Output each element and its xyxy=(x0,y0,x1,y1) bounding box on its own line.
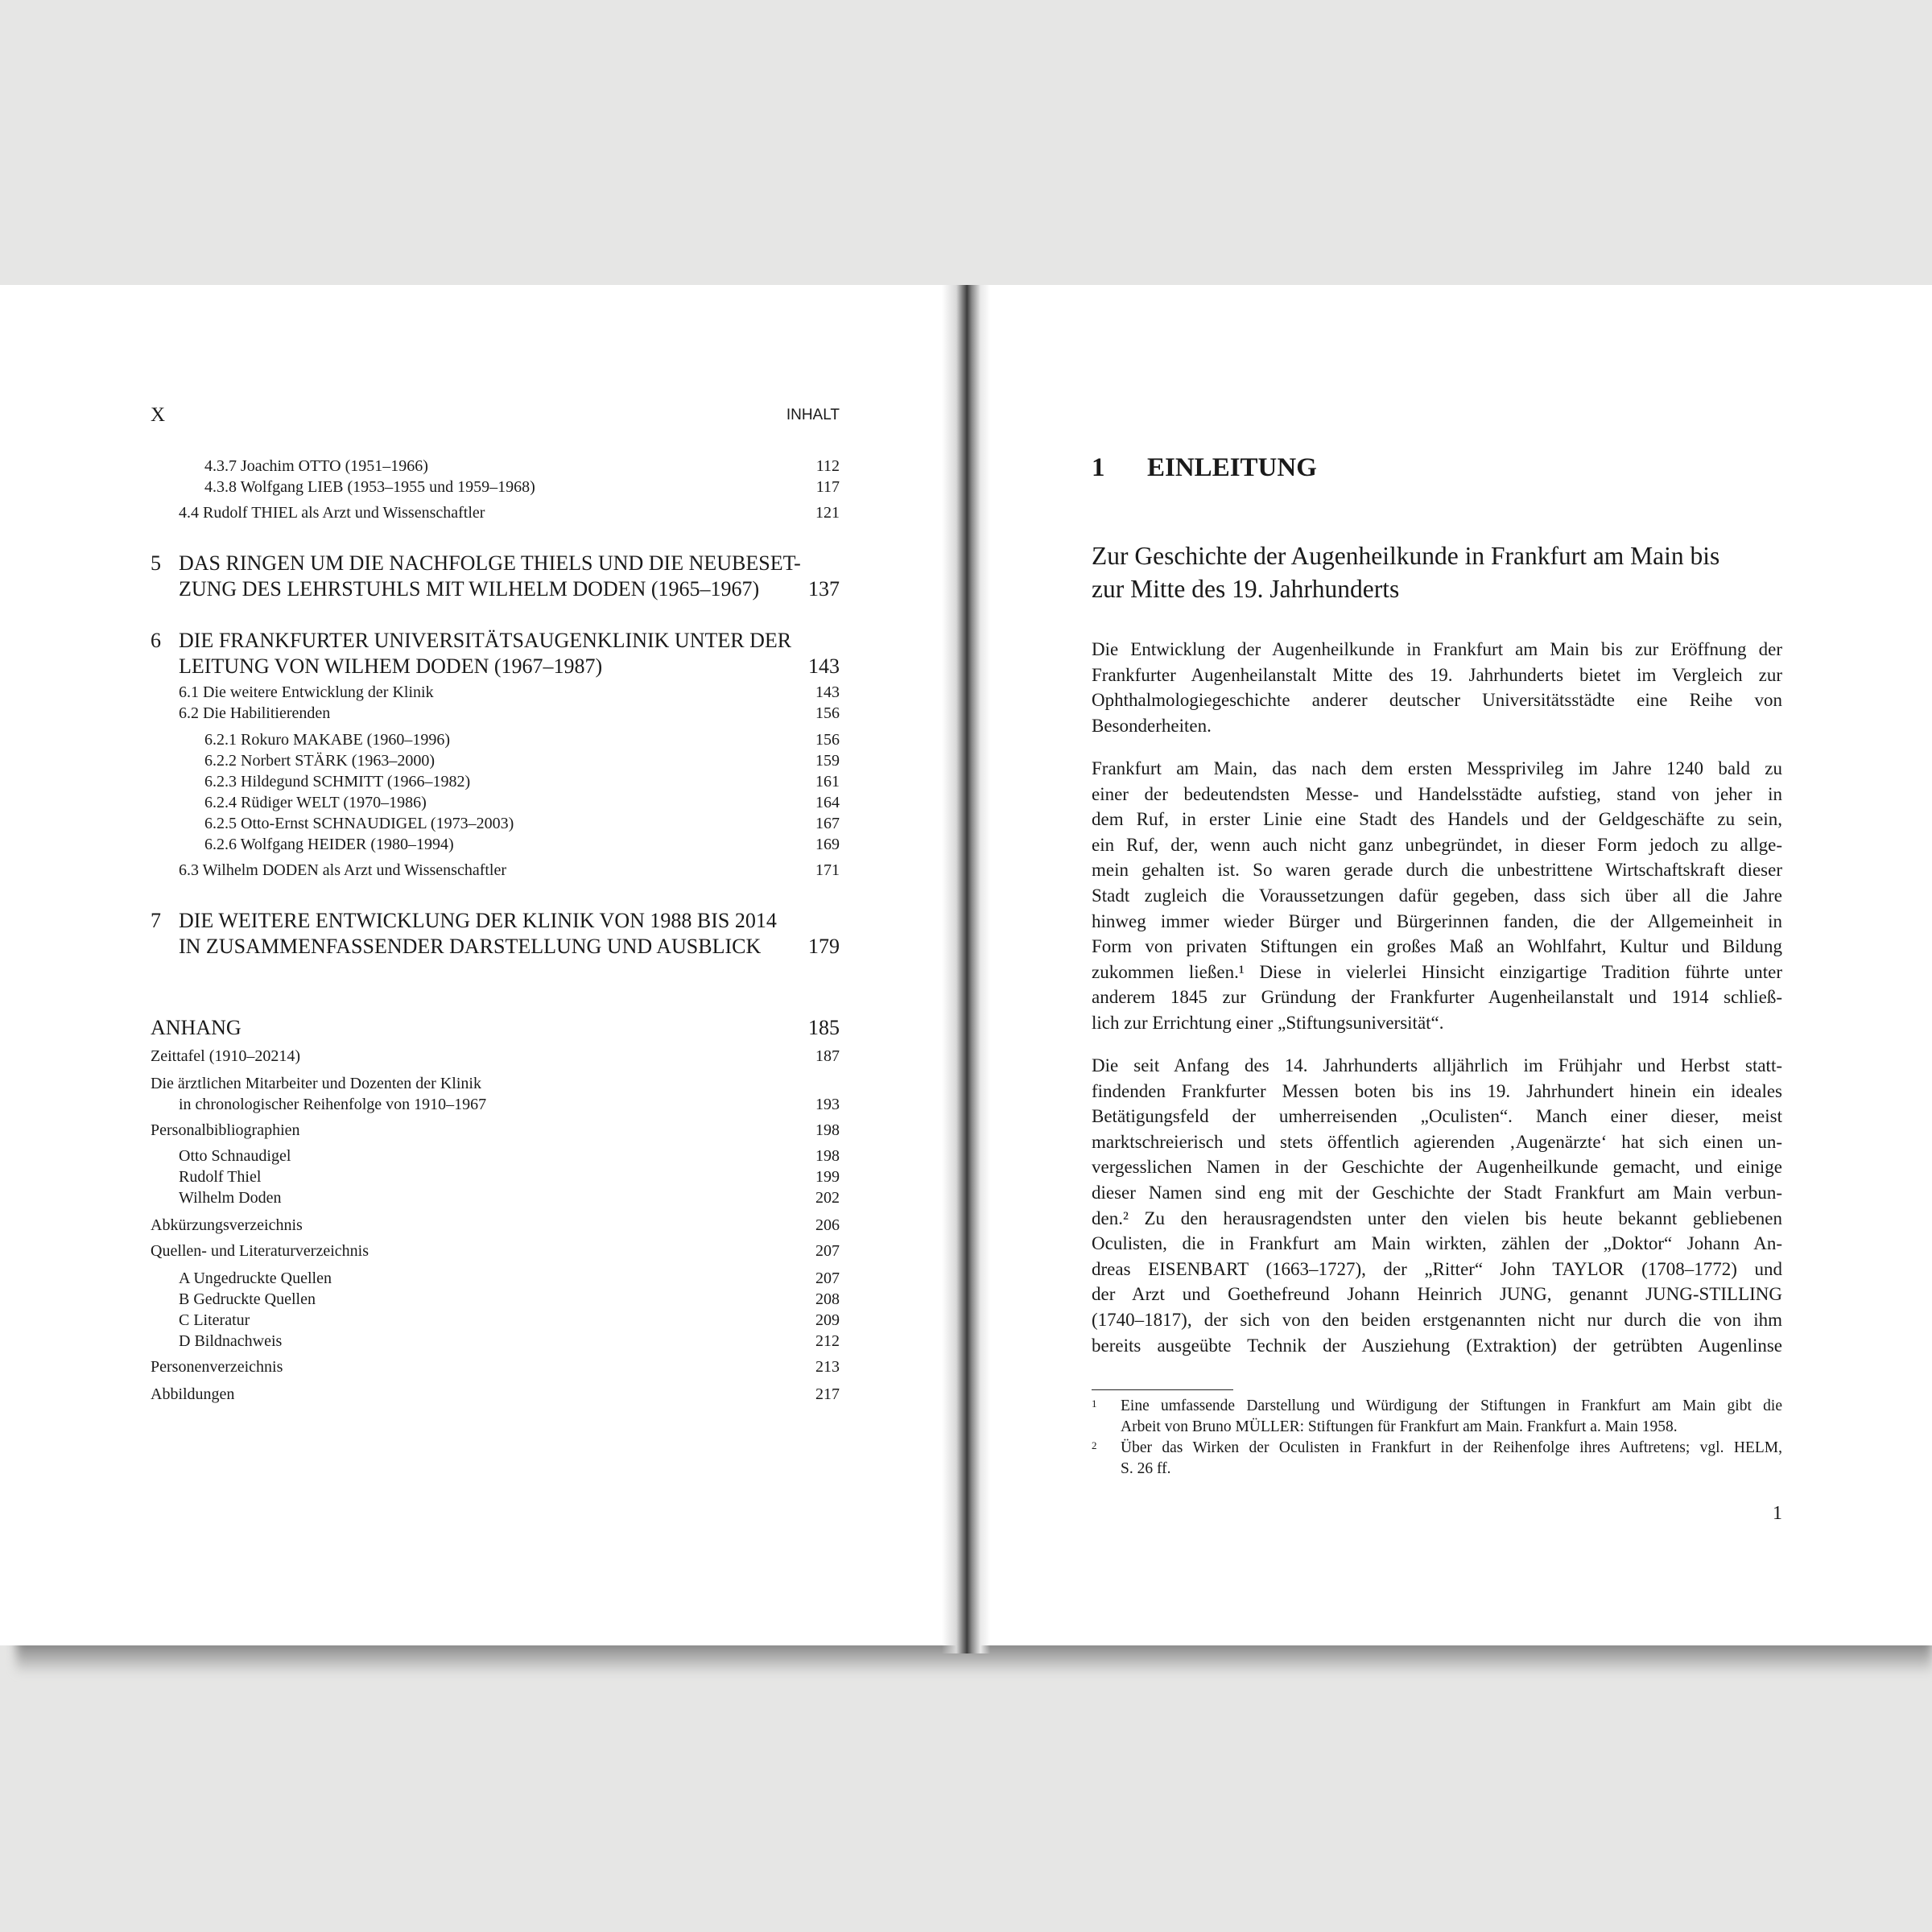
text-line: der Arzt und Goethefreund Johann Heinrich JUNG, genannt JUNG-STILLING xyxy=(1092,1284,1782,1305)
text-line: lich zur Errichtung einer „Stiftungsuniversität“. xyxy=(1092,1012,1444,1033)
toc-entry: Personalbibliographien 198 xyxy=(151,1121,840,1139)
text-line: Oculisten, die in Frankfurt am Main wirkten, zählen der „Doktor“ Johann An- xyxy=(1092,1233,1782,1254)
text-line: einer der bedeutendsten Messe- und Handelsstädte aufstieg, stand von jeher in xyxy=(1092,783,1782,804)
toc-entry: Die ärztlichen Mitarbeiter und Dozenten der Klinik xyxy=(151,1075,481,1092)
text-line: zukommen ließen.¹ Diese in vielerlei Hinsicht einzigartige Tradition führte unter xyxy=(1092,961,1782,982)
text-line: findenden Frankfurter Messen boten bis ins 19. Jahrhundert hinein ein ideales xyxy=(1092,1080,1782,1101)
footnote-line: Über das Wirken der Oculisten in Frankfurt in der Reihenfolge ihres Auftretens; vgl. HELM, xyxy=(1121,1439,1782,1456)
text-line: Frankfurter Augenheilanstalt Mitte des 19. Jahrhunderts bietet im Vergleich zur xyxy=(1092,664,1782,685)
footnote-line: S. 26 ff. xyxy=(1121,1460,1171,1477)
toc-entry: C Literatur 209 xyxy=(179,1311,840,1329)
toc-entry: D Bildnachweis 212 xyxy=(179,1332,840,1350)
toc-entry: B Gedruckte Quellen 208 xyxy=(179,1290,840,1308)
text-line: Form von privaten Stiftungen ein großes Maß an Wohlfahrt, Kultur und Bildung xyxy=(1092,936,1782,957)
toc-entry: 4.4 Rudolf THIEL als Arzt und Wissenschaftler 121 xyxy=(179,504,840,522)
section-subtitle: Zur Geschichte der Augenheilkunde in Frankfurt am Main bis zur Mitte des 19. Jahrhunderts xyxy=(1092,542,1720,603)
text-line: Frankfurt am Main, das nach dem ersten Messprivileg im Jahre 1240 bald zu xyxy=(1092,758,1782,778)
footnote-number: 2 xyxy=(1092,1439,1097,1451)
text-line: ein Ruf, der, wenn auch nicht ganz unbegründet, in dieser Form jedoch zu allge- xyxy=(1092,834,1782,855)
toc-chapter-5: 5 DAS RINGEN UM DIE NACHFOLGE THIELS UND DIE NEUBESET- xyxy=(151,551,801,575)
page-number-left: X xyxy=(151,404,166,426)
footnote-line: Arbeit von Bruno MÜLLER: Stiftungen für Frankfurt am Main. Frankfurt a. Main 1958. xyxy=(1121,1418,1678,1435)
toc-entry-cont: in chronologischer Reihenfolge von 1910–1967 193 xyxy=(179,1096,840,1113)
text-line: Besonderheiten. xyxy=(1092,715,1212,736)
text-line: Ophthalmologiegeschichte anderer deutscher Universitätsstädte eine Reihe von xyxy=(1092,690,1782,711)
toc-entry: Quellen- und Literaturverzeichnis 207 xyxy=(151,1242,840,1260)
text-line: marktschreierisch und stets öffentlich agierenden ‚Augenärzte‘ hat sich einen un- xyxy=(1092,1131,1782,1152)
toc-entry: Abbildungen 217 xyxy=(151,1385,840,1403)
text-line: mein gehalten ist. So waren gerade durch die unbestrittene Wirtschaftskraft dieser xyxy=(1092,860,1782,881)
toc-entry: 6.3 Wilhelm DODEN als Arzt und Wissenschaftler 171 xyxy=(179,861,840,879)
footnote-line: Eine umfassende Darstellung und Würdigung der Stiftungen in Frankfurt am Main gibt die xyxy=(1121,1397,1782,1414)
toc-entry: 6.2.3 Hildegund SCHMITT (1966–1982) 161 xyxy=(204,773,840,791)
text-line: vergesslichen Namen in der Geschichte der Augenheilkunde gemacht, und einige xyxy=(1092,1157,1782,1178)
text-line: (1740–1817), der sich von den beiden erstgenannten nicht nur durch die von ihm xyxy=(1092,1309,1782,1330)
text-line: Betätigungsfeld der umherreisenden „Oculisten“. Manch einer dieser, meist xyxy=(1092,1106,1782,1127)
toc-entry: 6.2 Die Habilitierenden 156 xyxy=(179,704,840,722)
toc-entry: 6.2.5 Otto-Ernst SCHNAUDIGEL (1973–2003) 167 xyxy=(204,815,840,832)
footnote-separator xyxy=(1092,1389,1233,1390)
toc-chapter-6-cont: LEITUNG VON WILHEM DODEN (1967–1987) 143 xyxy=(179,654,840,678)
toc-entry: Personenverzeichnis 213 xyxy=(151,1358,840,1376)
footnote xyxy=(1092,1396,1782,1438)
footnote xyxy=(1092,1438,1782,1480)
text-line: hinweg immer wieder Bürger und Bürgerinnen fanden, die der Allgemeinheit in xyxy=(1092,910,1782,931)
book-gutter xyxy=(942,285,990,1653)
toc-entry: 6.2.6 Wolfgang HEIDER (1980–1994) 169 xyxy=(204,836,840,853)
text-line: Die seit Anfang des 14. Jahrhunderts alljährlich im Frühjahr und Herbst statt- xyxy=(1092,1055,1782,1075)
toc-chapter-6: 6 DIE FRANKFURTER UNIVERSITÄTSAUGENKLINIK UNTER DER xyxy=(151,629,792,652)
toc-entry: 4.3.8 Wolfgang LIEB (1953–1955 und 1959–1968) 117 xyxy=(204,478,840,496)
text-line: dem Ruf, in erster Linie eine Stadt des Handels und der Geldgeschäfte zu sein, xyxy=(1092,809,1782,830)
text-line: den.² Zu den herausragendsten unter den vielen bis heute bekannt gebliebenen xyxy=(1092,1208,1782,1228)
toc-chapter-7-cont: IN ZUSAMMENFASSENDER DARSTELLUNG UND AUSBLICK 179 xyxy=(179,935,840,958)
toc-entry: Abkürzungsverzeichnis 206 xyxy=(151,1216,840,1234)
toc-entry: Rudolf Thiel 199 xyxy=(179,1168,840,1186)
toc-entry: 6.2.1 Rokuro MAKABE (1960–1996) 156 xyxy=(204,731,840,749)
text-line: bereits ausgeübte Technik der Ausziehung (Extraktion) der getrübten Augenlinse xyxy=(1092,1335,1782,1356)
text-line: dreas EISENBART (1663–1727), der „Ritter“ John TAYLOR (1708–1772) und xyxy=(1092,1258,1782,1279)
text-line: dieser Namen sind eng mit der Geschichte der Stadt Frankfurt am Main verbun- xyxy=(1092,1182,1782,1203)
text-line: anderem 1845 zur Gründung der Frankfurter Augenheilanstalt und 1914 schließ- xyxy=(1092,987,1782,1008)
body-paragraph xyxy=(1092,1053,1782,1358)
text-line: Die Entwicklung der Augenheilkunde in Frankfurt am Main bis zur Eröffnung der xyxy=(1092,639,1782,659)
toc-entry: Zeittafel (1910–20214) 187 xyxy=(151,1047,840,1065)
running-head: INHALT xyxy=(786,407,840,423)
toc-anhang: ANHANG 185 xyxy=(151,1016,840,1039)
toc-entry: A Ungedruckte Quellen 207 xyxy=(179,1269,840,1287)
toc-entry: 4.3.7 Joachim OTTO (1951–1966) 112 xyxy=(204,457,840,475)
toc-chapter-5-cont: ZUNG DES LEHRSTUHLS MIT WILHELM DODEN (1965–1967) 137 xyxy=(179,577,840,601)
toc-entry: 6.2.4 Rüdiger WELT (1970–1986) 164 xyxy=(204,794,840,811)
toc-entry: Wilhelm Doden 202 xyxy=(179,1189,840,1207)
chapter-heading: 1 EINLEITUNG xyxy=(1092,453,1317,482)
footnote-number: 1 xyxy=(1092,1397,1097,1410)
text-line: Stadt zugleich die Voraussetzungen dafür gegeben, dass sich über all die Jahre xyxy=(1092,885,1782,906)
body-paragraph xyxy=(1092,637,1782,738)
page-number-right: 1 xyxy=(1773,1503,1782,1524)
toc-entry: Otto Schnaudigel 198 xyxy=(179,1147,840,1165)
toc-chapter-7: 7 DIE WEITERE ENTWICKLUNG DER KLINIK VON 1988 BIS 2014 xyxy=(151,909,777,932)
toc-entry: 6.2.2 Norbert STÄRK (1963–2000) 159 xyxy=(204,752,840,770)
body-paragraph xyxy=(1092,756,1782,1036)
toc-entry: 6.1 Die weitere Entwicklung der Klinik 143 xyxy=(179,683,840,701)
